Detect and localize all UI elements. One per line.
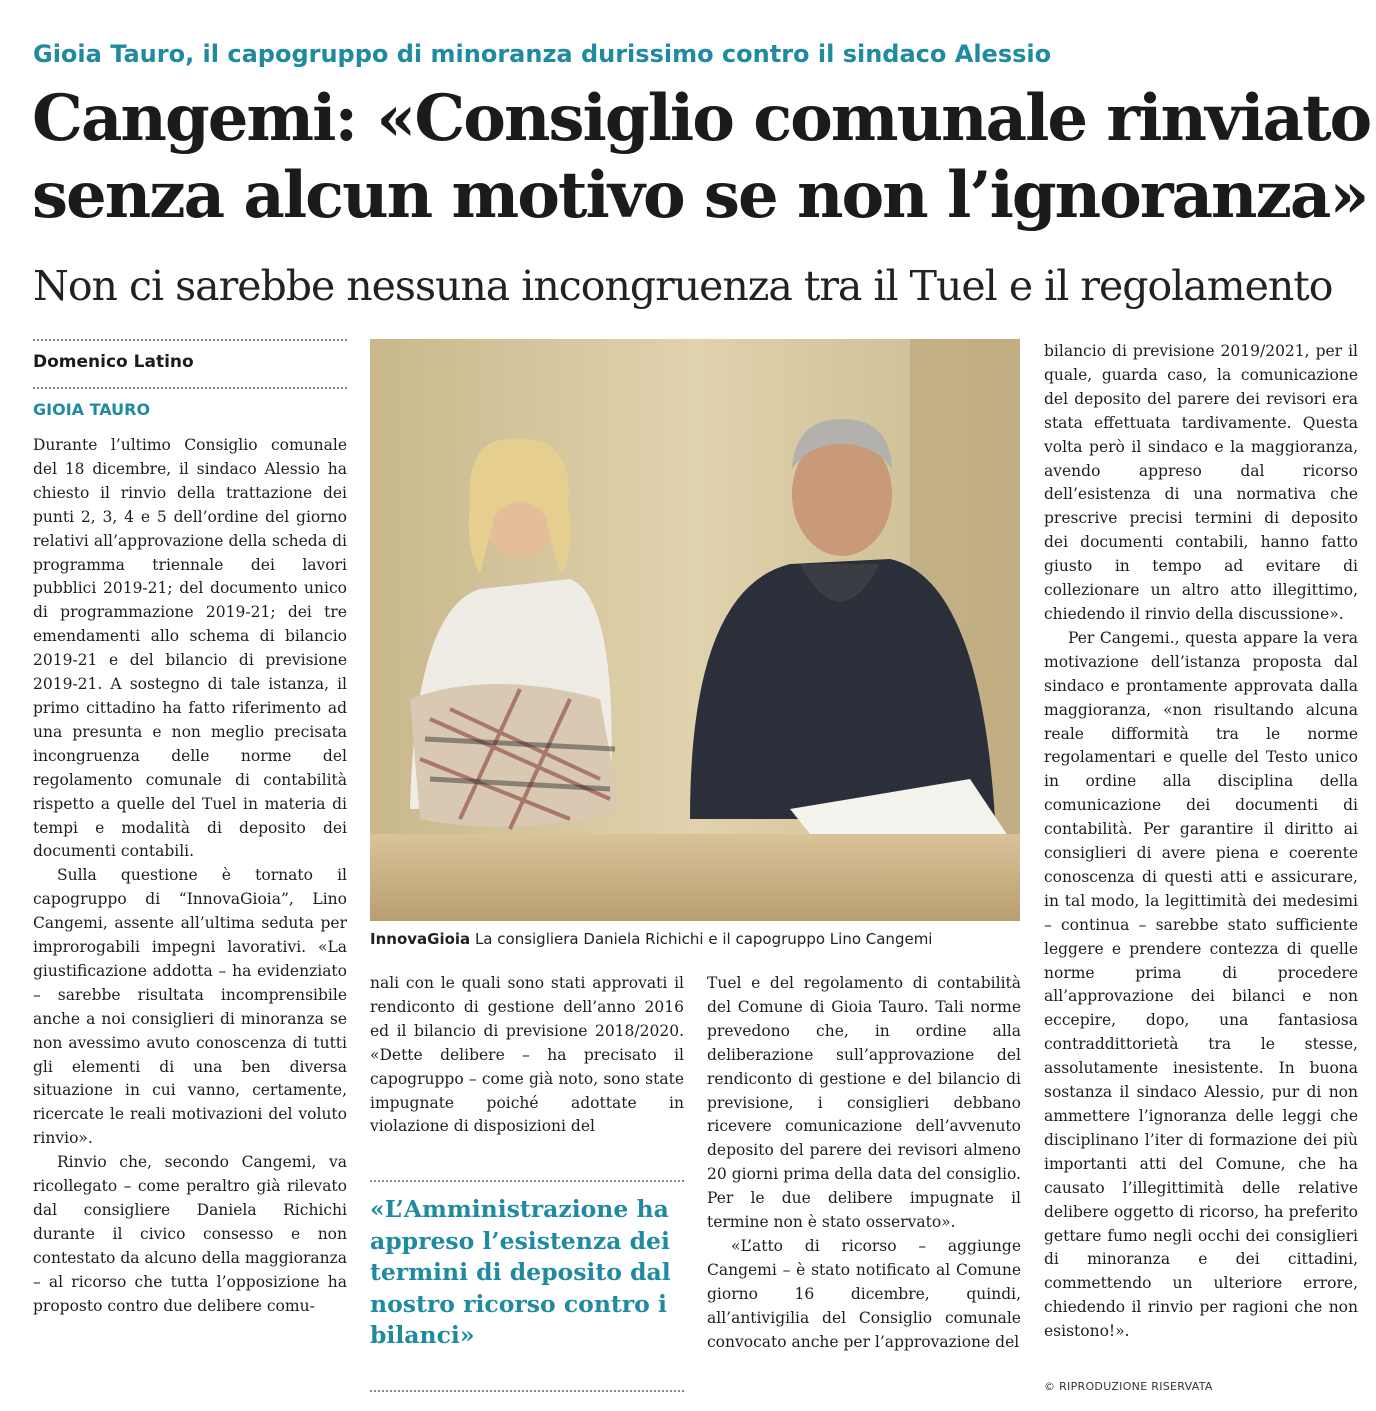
divider — [33, 387, 347, 389]
caption-label: InnovaGioia — [370, 930, 471, 948]
caption-text: La consigliera Daniela Richichi e il capogruppo Lino Cangemi — [474, 930, 933, 948]
paragraph: Tuel e del regolamento di contabilità del Comune di Gioia Tauro. Tali norme prevedono che, in ordine alla deliberazione sull’approvazione del rendiconto di gestione e del bilancio di previsione, i consiglieri debbano ricevere comunicazione dell’avvenuto deposito del parere dei revisori almeno 20 giorni prima della data del consiglio. Per le due delibere impugnate il termine non è stato osservato». — [707, 974, 1021, 1232]
dateline: GIOIA TAURO — [33, 400, 151, 419]
paragraph: Per Cangemi., questa appare la vera motivazione dell’istanza proposta dal sindaco e prontamente approvata dalla maggioranza, «non risultando alcuna reale difformità tra le norme regolamentari e quelle del Testo unico in ordine alla disciplina della comunicazione dei documenti di contabilità. Per garantire il diritto ai consiglieri di avere piena e coerente conoscenza di questi atti e assicurare, in tal modo, la legittimità dei medesimi – continua – sarebbe stato sufficiente leggere e prendere contezza di quelle norme prima di procedere all’approvazione dei bilanci e non eccepire, dopo, una fantasiosa contraddittorietà tra le stesse, assolutamente inesistente. In buona sostanza il sindaco Alessio, pur di non ammettere l’ignoranza delle leggi che disciplinano l’iter di formazione dei più importanti atti del Comune, che ha causato l’illegittimità delle relative delibere oggetto di ricorso, ha preferito gettare fumo negli occhi dei consiglieri di minoranza e dei cittadini, commettendo un ulteriore errore, chiedendo il rinvio per ragioni che non esistono!». — [1044, 628, 1358, 1341]
paragraph: Sulla questione è tornato il capogruppo di “InnovaGioia”, Lino Cangemi, assente all’ultima seduta per improrogabili impegni lavorativi. «La giustificazione addotta – ha evidenziato – sarebbe risultata incomprensibile anche a noi consiglieri di minoranza se non avessimo avuto conoscenza di tutti gli elementi di una ben diversa situazione in cui vanno, certamente, ricercate le reali motivazioni del voluto rinvio». — [33, 866, 347, 1148]
headline-line-1: Cangemi: «Consiglio comunale rinviato — [32, 81, 1371, 156]
paragraph: Durante l’ultimo Consiglio comunale del 18 dicembre, il sindaco Alessio ha chiesto il rinvio della trattazione dei punti 2, 3, 4 e 5 dell’ordine del giorno relativi all’approvazione della scheda di programma triennale dei lavori pubblici 2019-21; del documento unico di programmazione 2019-21; dei tre emendamenti allo schema di bilancio 2019-21 e del bilancio di previsione 2019-21. A sostegno di tale istanza, il primo cittadino ha fatto riferimento ad una presunta e non meglio precisata incongruenza delle norme del regolamento comunale di contabilità rispetto a quelle del Tuel in materia di tempi e modalità di deposito dei documenti contabili. — [33, 436, 347, 861]
byline: Domenico Latino — [33, 352, 194, 372]
headline-line-2: senza alcun motivo se non l’ignoranza» — [32, 158, 1368, 233]
paragraph: bilancio di previsione 2019/2021, per il quale, guarda caso, la comunicazione del deposito del parere dei revisori era stata effettuata tardivamente. Questa volta però il sindaco e la maggioranza, avendo appreso dal ricorso dell’esistenza di una normativa che prescrive precisi termini di deposito dei documenti contabili, hanno fatto giusto in tempo ad evitare di collezionare un altro atto illegittimo, chiedendo il rinvio della discussione». — [1044, 342, 1358, 623]
headline — [32, 80, 1371, 234]
photo-caption — [370, 930, 1020, 948]
photo-illustration — [370, 339, 1020, 921]
article-column-4 — [1044, 340, 1358, 1344]
paragraph: «L’atto di ricorso – aggiunge Cangemi – è stato notificato al Comune giorno 16 dicembre, quindi, all’antivigilia del Consiglio comunale convocato anche per l’approvazione del — [707, 1236, 1021, 1351]
article-column-1 — [33, 434, 347, 1319]
article-column-2 — [370, 972, 684, 1139]
divider — [33, 339, 347, 341]
kicker: Gioia Tauro, il capogruppo di minoranza durissimo contro il sindaco Alessio — [33, 40, 1052, 68]
article-photo — [370, 339, 1020, 921]
paragraph: nali con le quali sono stati approvati il rendiconto di gestione dell’anno 2016 ed il bilancio di previsione 2018/2020. «Dette delibere – ha precisato il capogruppo – come già noto, sono state impugnate poiché adottate in violazione di disposizioni del — [370, 974, 684, 1136]
pull-quote: «L’Amministrazione ha appreso l’esistenza dei termini di deposito dal nostro ricorso contro i bilanci» — [370, 1195, 671, 1349]
copyright-notice: © RIPRODUZIONE RISERVATA — [1044, 1380, 1213, 1393]
divider — [370, 1180, 684, 1182]
divider — [370, 1390, 684, 1392]
paragraph: Rinvio che, secondo Cangemi, va ricollegato – come peraltro già rilevato dal consigliere Daniela Richichi durante il civico consesso e non contestato da alcuno della maggioranza – al ricorso che tutta l’opposizione ha proposto contro due delibere comu- — [33, 1153, 347, 1315]
subheadline: Non ci sarebbe nessuna incongruenza tra il Tuel e il regolamento — [33, 262, 1333, 310]
article-column-3 — [707, 972, 1021, 1355]
